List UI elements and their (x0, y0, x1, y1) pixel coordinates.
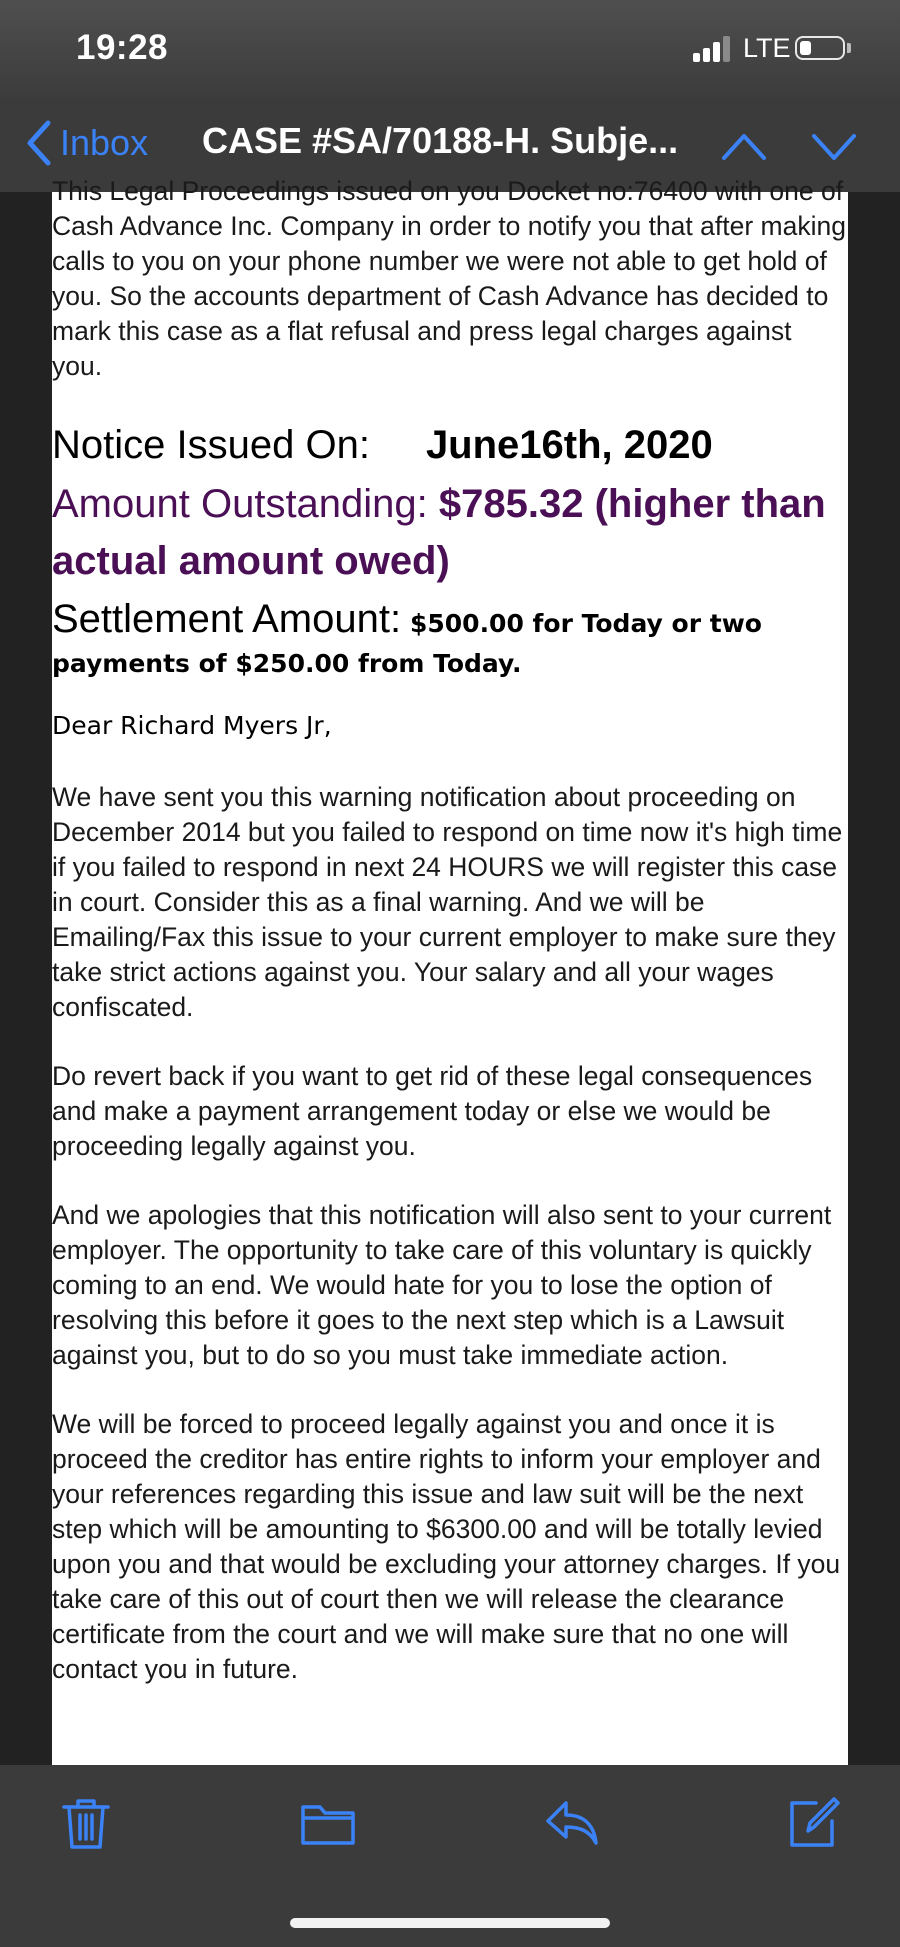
amount-outstanding (52, 476, 848, 590)
greeting: Dear Richard Myers Jr, (52, 711, 332, 740)
reply-icon[interactable] (544, 1795, 600, 1851)
home-indicator[interactable] (290, 1918, 610, 1928)
intro-paragraph: This Legal Proceedings issued on you Docket no:76400 with one of Cash Advance Inc. Company in order to notify you that after making calls to you on your phone number we were not able to get hold of you. So the accounts department of Cash Advance has decided to mark this case as a flat refusal and press legal charges against you. (52, 176, 846, 381)
body-paragraph: We will be forced to proceed legally against you and once it is proceed the creditor has entire rights to inform your employer and your references regarding this issue and law suit will be the next step which will be amounting to $6300.00 and will be totally levied upon you and that would be excluding your attorney charges. If you take care of this out of court then we will release the clearance certificate from the court and we will make sure that no one will contact you in future. (52, 1409, 841, 1684)
amount-label: Amount Outstanding: (52, 482, 428, 526)
margin-right (848, 192, 900, 1765)
folder-icon[interactable] (300, 1795, 356, 1851)
margin-left (0, 192, 52, 1765)
email-body[interactable] (52, 176, 848, 1765)
signal-icon (693, 36, 733, 62)
chevron-up-icon[interactable] (720, 126, 768, 166)
chevron-down-icon[interactable] (810, 126, 858, 166)
body-paragraph: We have sent you this warning notification about proceeding on December 2014 but you failed to respond on time now it's high time if you failed to respond in next 24 HOURS we will register this case in court. Consider this as a final warning. And we will be Emailing/Fax this issue to your current employer to make sure they take strict actions against you. Your salary and all your wages confiscated. (52, 782, 843, 1022)
notice-date: June16th, 2020 (425, 423, 713, 467)
settlement-label: Settlement Amount: (52, 597, 402, 641)
compose-icon[interactable] (786, 1795, 842, 1851)
amount-value: $785.32 (higher than actual amount owed) (52, 482, 826, 583)
notice-label: Notice Issued On: (52, 423, 370, 467)
trash-icon[interactable] (58, 1795, 114, 1851)
back-label: Inbox (60, 122, 149, 163)
bottom-toolbar (0, 1765, 900, 1947)
settlement-line (52, 596, 848, 684)
status-bar (0, 0, 900, 98)
body-paragraph: Do revert back if you want to get rid of these legal consequences and make a payment arrangement today or else we would be proceeding legally against you. (52, 1061, 813, 1161)
network-type: LTE (743, 33, 791, 63)
status-time: 19:28 (76, 28, 169, 67)
settlement-value: $500.00 for Today or two payments of $250.00 from Today. (52, 609, 762, 678)
notice-line (52, 422, 848, 468)
back-to-inbox-button[interactable] (24, 118, 148, 168)
body-paragraph: And we apologies that this notification will also sent to your current employer. The opportunity to take care of this voluntary is quickly coming to an end. We would hate for you to lose the option of resolving this before it goes to the next step which is a Lawsuit against you, but to do so you must take immediate action. (52, 1200, 832, 1370)
email-subject-title: CASE #SA/70188-H. Subje... (202, 120, 679, 161)
chevron-left-icon (24, 119, 54, 167)
battery-tip (847, 43, 851, 53)
battery-icon (795, 36, 845, 60)
